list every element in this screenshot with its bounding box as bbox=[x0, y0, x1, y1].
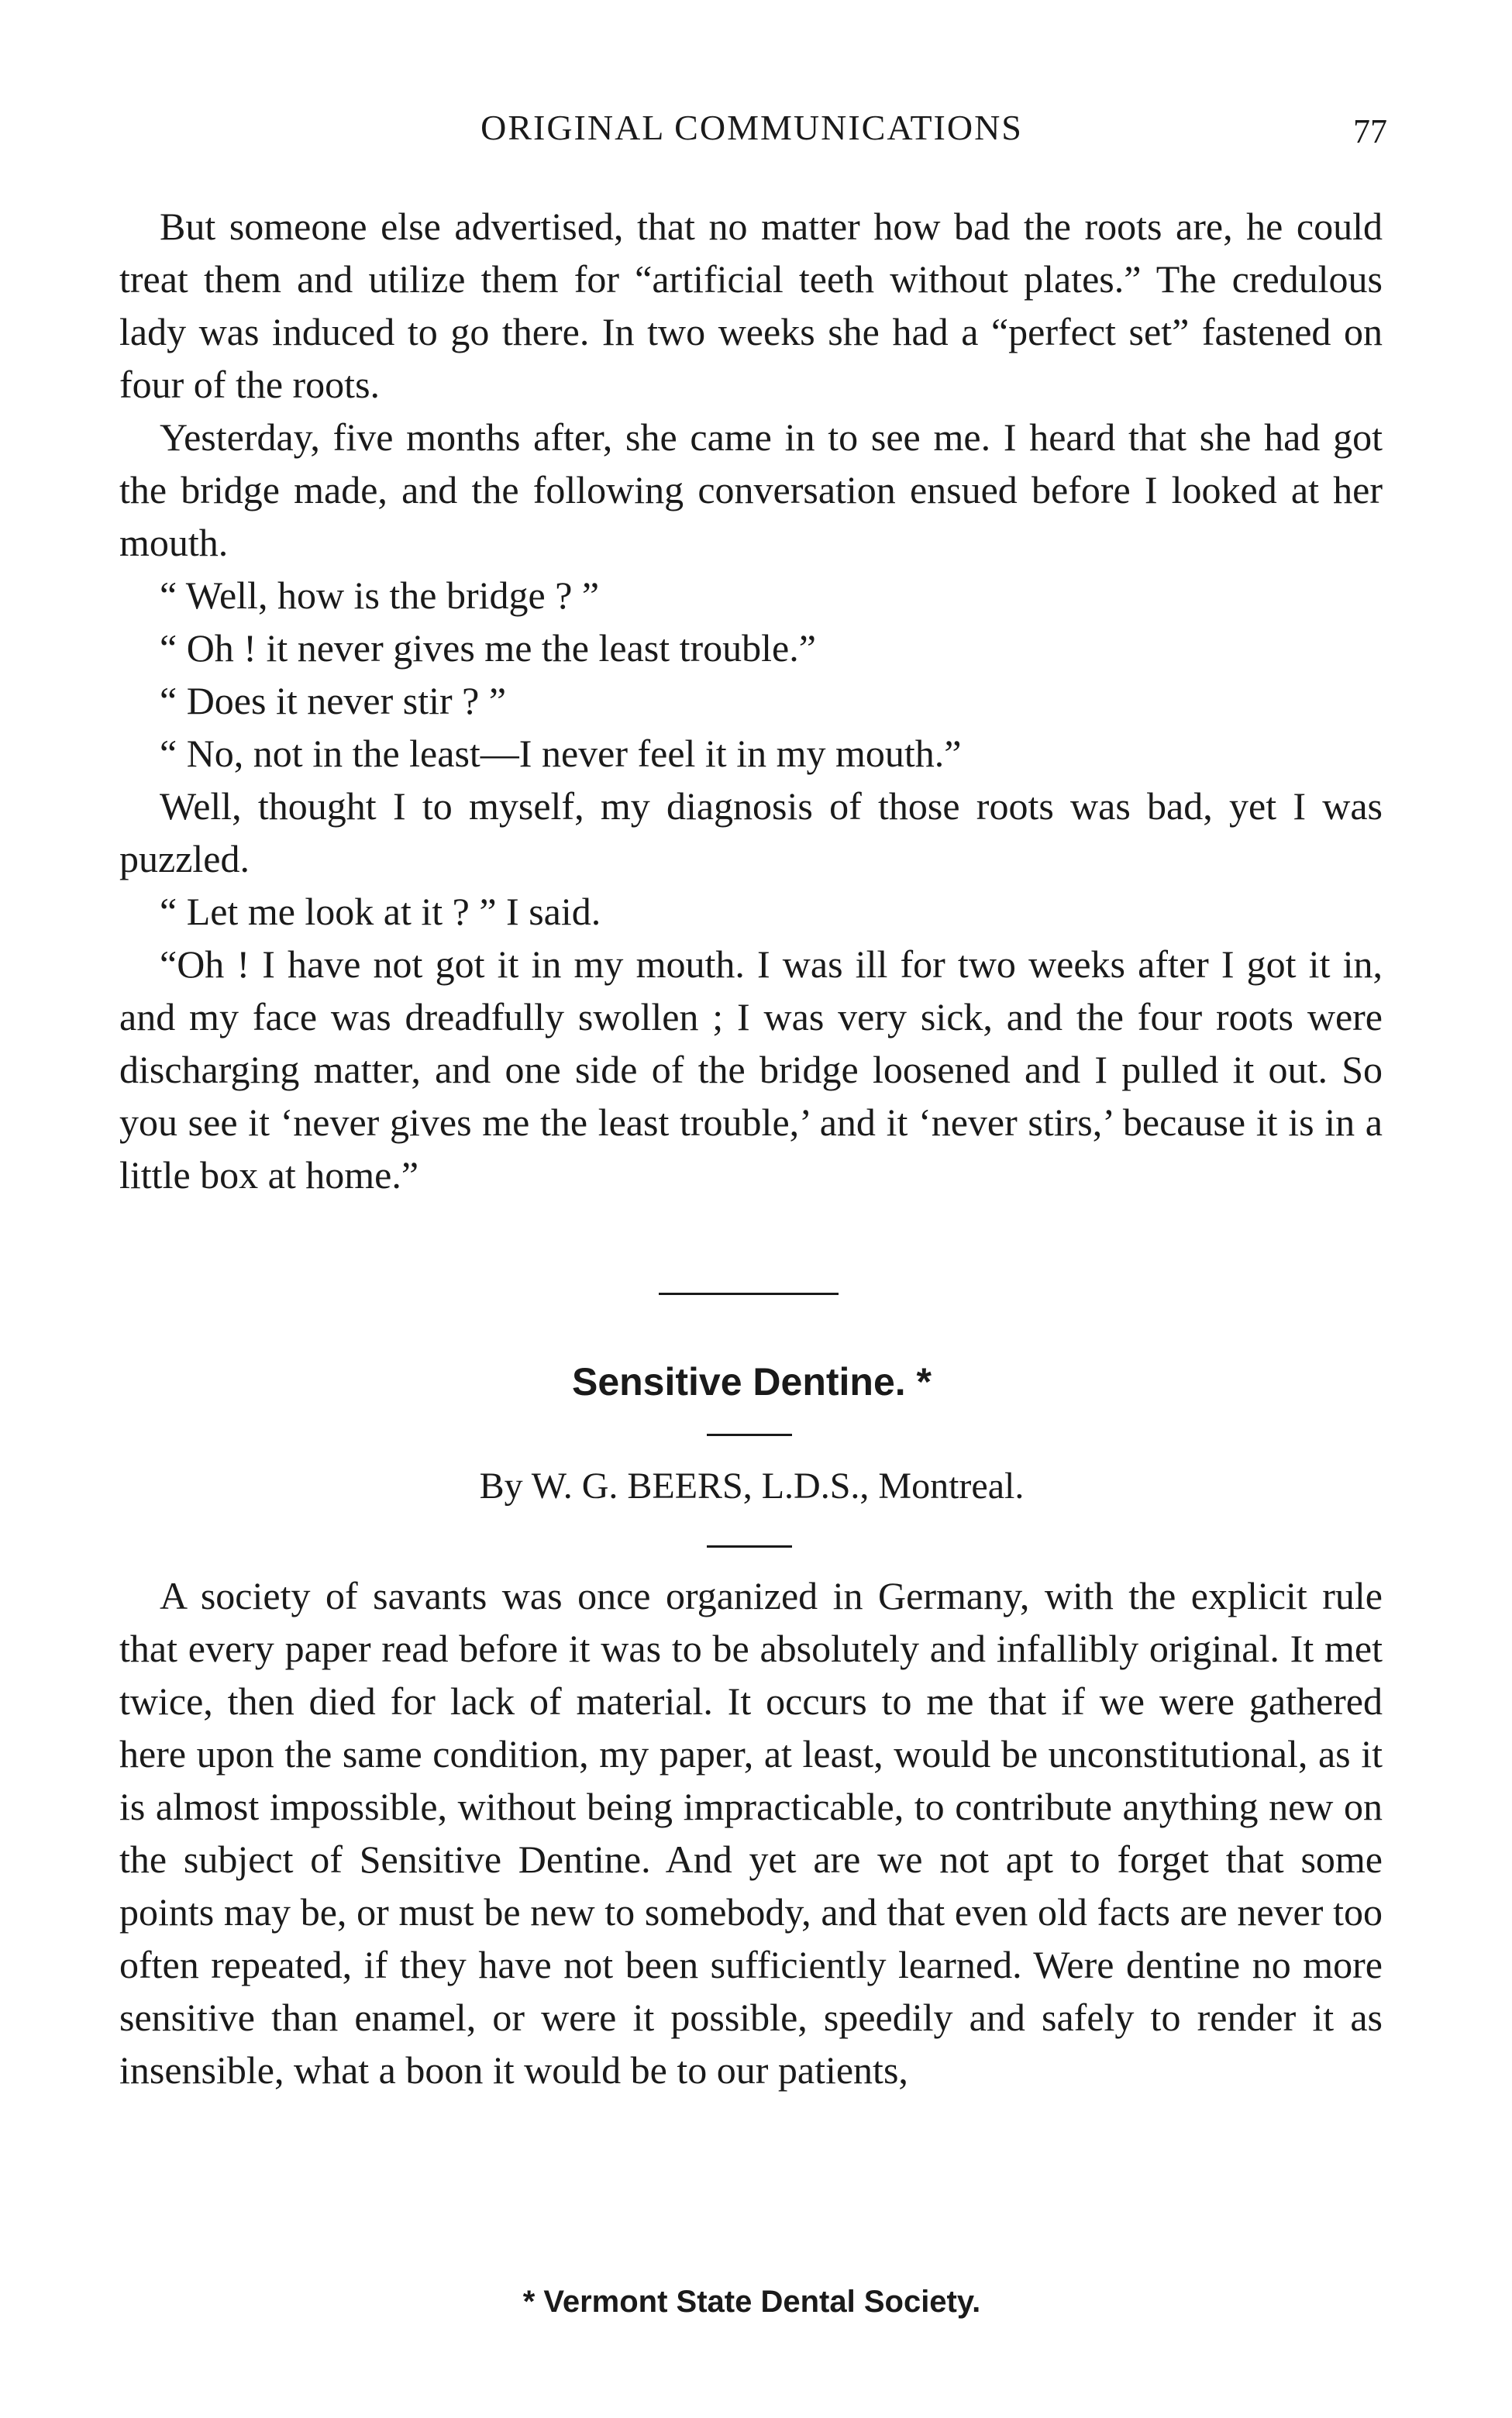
paragraph: But someone else advertised, that no matter how bad the roots are, he could treat them and utilize them for “artificial teeth without plates.” The credulous lady was induced to go there. In two weeks she had a “perfect set” fastened on four of the roots. bbox=[119, 205, 1383, 406]
running-header bbox=[116, 107, 1387, 161]
dialogue-line: “ Does it never stir ? ” bbox=[160, 679, 507, 722]
letter-text bbox=[119, 200, 1383, 1201]
title-rule bbox=[707, 1434, 792, 1436]
byline-rule bbox=[707, 1545, 792, 1548]
dialogue-line: “ No, not in the least—I never feel it in my mouth.” bbox=[160, 732, 962, 775]
paragraph: Yesterday, five months after, she came in to see me. I heard that she had got the bridge made, and the following conversation ensued before I looked at her mouth. bbox=[119, 415, 1383, 564]
running-title: ORIGINAL COMMUNICATIONS bbox=[480, 108, 1023, 147]
page-number: 77 bbox=[1353, 112, 1387, 150]
article-text bbox=[119, 1569, 1383, 2096]
dialogue-line: “ Oh ! it never gives me the least trouble.” bbox=[160, 626, 816, 670]
article-title: Sensitive Dentine. * bbox=[571, 1360, 932, 1404]
article-byline: By W. G. BEERS, L.D.S., Montreal. bbox=[479, 1466, 1025, 1507]
paragraph: A society of savants was once organized in Germany, with the explicit rule that every paper read before it was to be absolutely and infallibly original. It met twice, then died for lack of material. It occurs to me that if we were gathered here upon the same condition, my paper, at least, would be unconstitutional, as it is almost impossible, without being impracticable, to contribute anything new on the subject of Sensitive Dentine. And yet are we not apt to forget that some points may be, or must be new to somebody, and that even old facts are never too often repeated, if they have not been sufficiently learned. Were dentine no more sensitive than enamel, or were it possible, speedily and safely to render it as insensible, what a boon it would be to our patients, bbox=[119, 1574, 1383, 2092]
dialogue-line: “ Well, how is the bridge ? ” bbox=[160, 574, 600, 617]
dialogue-line: “ Let me look at it ? ” I said. bbox=[160, 890, 601, 933]
paragraph: “Oh ! I have not got it in my mouth. I was ill for two weeks after I got it in, and my face was dreadfully swollen ; I was very sick, and the four roots were discharging matter, and one side of the bridge loosened and I pulled it out. So you see it ‘never gives me the least trouble,’ and it ‘never stirs,’ because it is in a little box at home.” bbox=[119, 942, 1383, 1197]
paragraph: Well, thought I to myself, my diagnosis of those roots was bad, yet I was puzzled. bbox=[119, 784, 1383, 880]
footnote: * Vermont State Dental Society. bbox=[522, 2285, 981, 2319]
section-divider bbox=[659, 1293, 839, 1295]
